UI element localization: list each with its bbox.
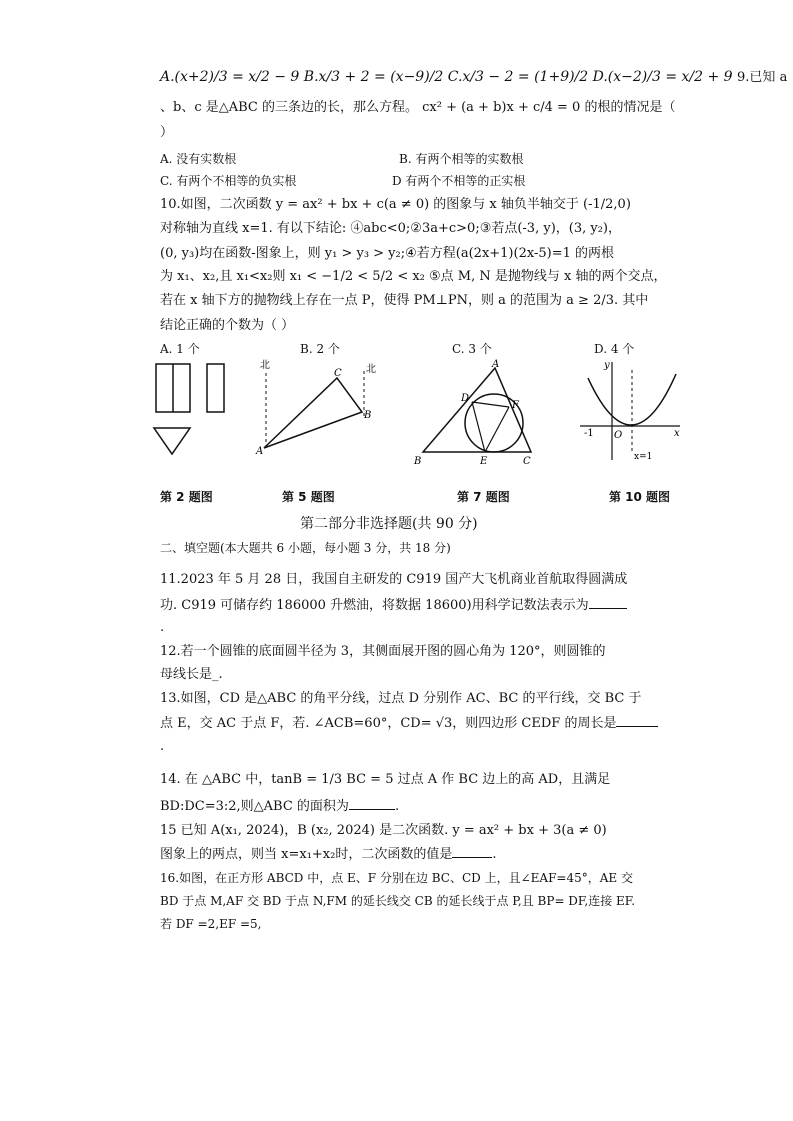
- q10-label-x: x: [674, 428, 680, 439]
- q5-figure: [252, 356, 382, 466]
- q15-line1: 15 已知 A(x₁, 2024)，B (x₂, 2024) 是二次函数. y = ax² + bx + 3(a ≠ 0): [160, 823, 607, 838]
- q10-line2: 对称轴为直线 x=1. 有以下结论: ④abc<0;②3a+c>0;③若点(-3, y)，(3, y₂)，: [160, 221, 621, 236]
- q5-label-c: C: [334, 368, 342, 379]
- q7-label-b: B: [414, 456, 422, 467]
- q11-line3: .: [160, 620, 165, 635]
- q8-options-text: A.(x+2)/3 = x/2 − 9 B.x/3 + 2 = (x−9)/2 C.x/3 − 2 = (1+9)/2 D.(x−2)/3 = x/2 + 9: [160, 69, 733, 85]
- q9-option-d: D 有两个不相等的正实根: [392, 174, 526, 188]
- q2-side-view: [207, 364, 224, 412]
- q10-figure: [574, 356, 684, 468]
- q11-answer-blank[interactable]: [589, 596, 627, 609]
- q5-north-label-1: 北: [260, 360, 270, 371]
- q7-label-f: F: [512, 400, 519, 411]
- q12-line2: 母线长是_.: [160, 667, 223, 682]
- q10-line4: 为 x₁、x₂,且 x₁<x₂则 x₁ < −1/2 < 5/2 < x₂ ⑤点 M, N 是抛物线与 x 轴的两个交点，: [160, 269, 667, 284]
- q7-label-d: D: [461, 393, 470, 404]
- q2-figure: [150, 356, 230, 466]
- q16-line2: BD 于点 M,AF 交 BD 于点 N,FM 的延长线交 CB 的延长线于点 P,且 BP= DF,连接 EF.: [160, 894, 636, 908]
- q10-line6: 结论正确的个数为（ ）: [160, 318, 295, 333]
- q9-line2: 、b、c 是△ABC 的三条边的长，那么方程。 cx² + (a + b)x + c/4 = 0 的根的情况是（: [160, 100, 676, 115]
- q9-option-b: B. 有两个相等的实数根: [399, 152, 524, 166]
- q9-option-a: A. 没有实数根: [160, 152, 237, 166]
- section-title-fill-blank: 二、填空题(本大题共 6 小题，每小题 3 分，共 18 分): [160, 541, 451, 555]
- q11-line2: [160, 596, 627, 615]
- q10-option-d: D. 4 个: [594, 342, 635, 356]
- q10-option-c: C. 3 个: [452, 342, 492, 356]
- q9-option-c: C. 有两个不相等的负实根: [160, 174, 297, 188]
- q7-label-c: C: [523, 456, 531, 467]
- q10-label-neg1: -1: [584, 428, 594, 439]
- q14-answer-blank[interactable]: [349, 797, 395, 810]
- caption-q10: 第 10 题图: [609, 490, 671, 504]
- q13-line3: .: [160, 739, 165, 754]
- q10-line5: 若在 x 轴下方的抛物线上存在一点 P，使得 PM⊥PN，则 a 的范围为 a ≥ 2/3. 其中: [160, 293, 649, 308]
- caption-q7: 第 7 题图: [457, 490, 510, 504]
- q13-line1: 13.如图，CD 是△ABC 的角平分线，过点 D 分别作 AC、BC 的平行线，交 BC 于: [160, 691, 642, 706]
- q7-label-a: A: [492, 359, 500, 370]
- q5-north-label-2: 北: [366, 364, 376, 375]
- q10-label-axis: x=1: [634, 452, 653, 462]
- q11-line1: 11.2023 年 5 月 28 日，我国自主研发的 C919 国产大飞机商业首航取得圆满成: [160, 572, 628, 587]
- caption-q2: 第 2 题图: [160, 490, 213, 504]
- q15-line2: 图象上的两点，则当 x=x₁+x₂时，二次函数的值是 .: [160, 847, 497, 862]
- caption-q5: 第 5 题图: [282, 490, 335, 504]
- q10-line1: 10.如图，二次函数 y = ax² + bx + c(a ≠ 0) 的图象与 x 轴负半轴交于 (-1/2,0): [160, 197, 631, 212]
- q11-line2-text: 功. C919 可储存约 186000 升燃油，将数据 18600)用科学记数法表示为: [160, 598, 589, 613]
- q16-line1: 16.如图，在正方形 ABCD 中，点 E、F 分别在边 BC、CD 上，且∠EAF=45°，AE 交: [160, 871, 633, 885]
- q15-answer-blank[interactable]: [452, 845, 492, 858]
- q9-line3: ）: [160, 125, 174, 140]
- q10-label-y: y: [604, 360, 610, 371]
- q12-line1: 12.若一个圆锥的底面圆半径为 3，其侧面展开图的圆心角为 120°，则圆锥的: [160, 644, 606, 659]
- q10-option-b: B. 2 个: [300, 342, 340, 356]
- q13-line2: [160, 714, 658, 733]
- q10-line3: (0, y₃)均在函数-图象上，则 y₁ > y₃ > y₂;④若方程(a(2x+1)(2x-5)=1 的两根: [160, 246, 614, 261]
- q14-line2: BD:DC=3:2,则△ABC 的面积为 .: [160, 799, 400, 814]
- q7-segment-df: [472, 402, 509, 407]
- q13-line2-text: 点 E，交 AC 于点 F，若. ∠ACB=60°，CD= √3，则四边形 CEDF 的周长是: [160, 716, 617, 731]
- q10-parabola: [588, 374, 676, 425]
- q8-options-line: [160, 68, 787, 87]
- q14-line2-text: BD:DC=3:2,则△ABC 的面积为: [160, 799, 349, 814]
- q2-top-view: [154, 428, 190, 454]
- q7-label-e: E: [480, 456, 488, 467]
- q10-option-a: A. 1 个: [160, 342, 200, 356]
- q7-segment-fe: [485, 407, 509, 452]
- q10-label-origin: O: [614, 430, 623, 441]
- q15-line2-text: 图象上的两点，则当 x=x₁+x₂时，二次函数的值是: [160, 847, 453, 862]
- q14-line1: 14. 在 △ABC 中，tanB = 1/3 BC = 5 过点 A 作 BC 边上的高 AD，且满足: [160, 772, 611, 787]
- q5-label-b: B: [364, 410, 372, 421]
- q5-triangle: [264, 378, 362, 448]
- q7-figure: [408, 356, 538, 468]
- q16-line3: 若 DF =2,EF =5,: [160, 917, 262, 931]
- q13-answer-blank[interactable]: [616, 714, 658, 727]
- part2-title: 第二部分非选择题(共 90 分): [300, 516, 478, 532]
- q9-start-text: 9.已知 a: [737, 70, 788, 85]
- q5-label-a: A: [256, 446, 264, 457]
